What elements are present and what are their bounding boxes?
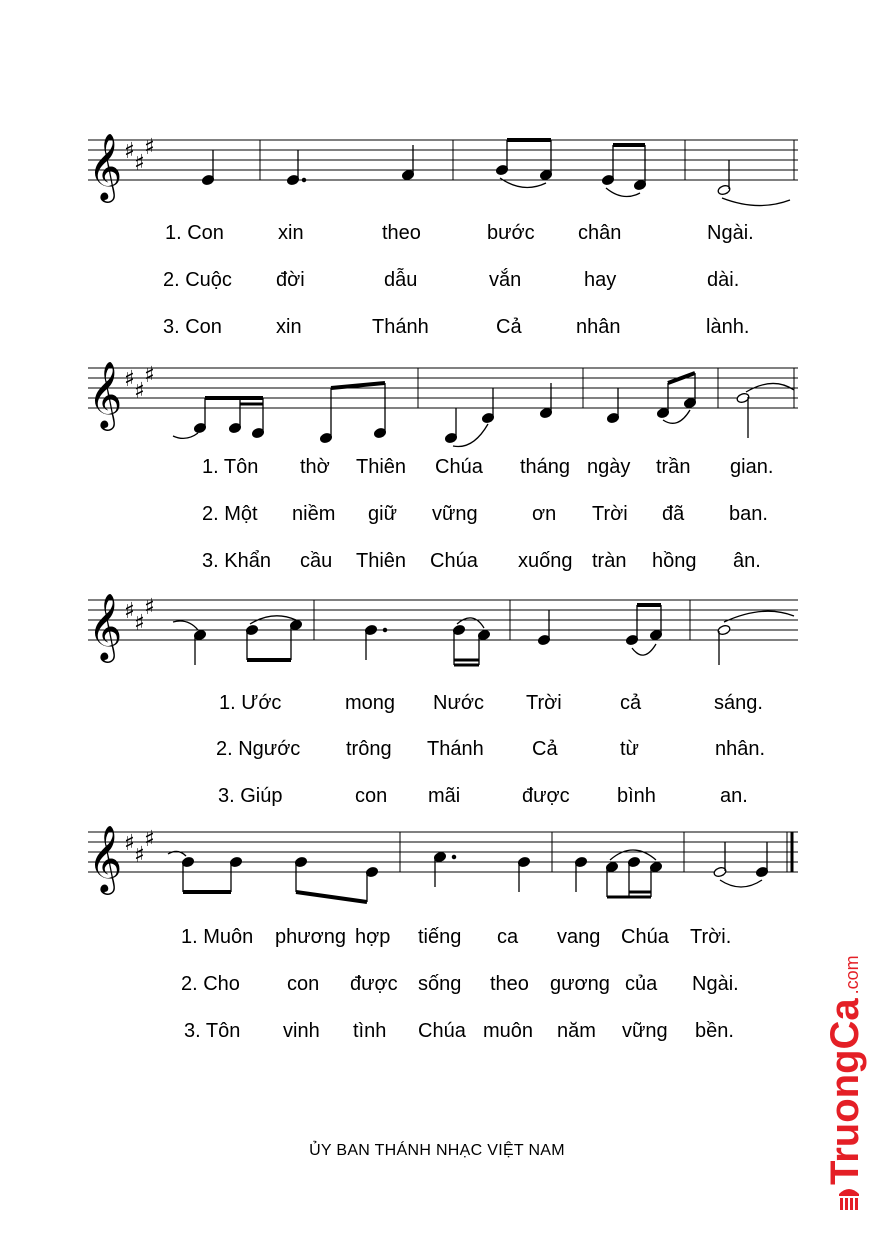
lyric-syllable: Nước <box>433 692 484 714</box>
lyric-syllable: mong <box>345 692 396 714</box>
lyric-syllable: mãi <box>428 785 461 807</box>
lyric-line <box>0 926 874 956</box>
svg-text:♯: ♯ <box>124 139 135 164</box>
lyric-syllable: Chúa <box>418 1020 466 1042</box>
svg-text:𝄞: 𝄞 <box>88 824 123 892</box>
lyric-syllable: bình <box>617 785 656 807</box>
lyric-line <box>0 316 874 346</box>
lyric-syllable: giữ <box>368 503 397 525</box>
lyric-syllable: ca <box>497 926 519 948</box>
lyric-syllable: nhân. <box>715 738 766 760</box>
lyric-syllable: hay <box>584 269 617 291</box>
lyric-syllable: đã <box>662 503 685 525</box>
lyric-syllable: xin <box>276 316 302 338</box>
lyric-line <box>0 550 874 580</box>
svg-text:♯: ♯ <box>124 367 135 392</box>
lyric-syllable: gian. <box>730 456 774 478</box>
lyric-syllable: vững <box>432 503 478 525</box>
lyric-syllable: tiếng <box>418 926 462 948</box>
lyric-syllable: phương <box>275 926 346 948</box>
lyric-syllable: lành. <box>706 316 750 338</box>
lyric-syllable: của <box>625 973 658 995</box>
lyric-line <box>0 456 874 486</box>
lyric-syllable: 3. Tôn <box>184 1020 241 1042</box>
staff-3-notation <box>88 590 798 670</box>
svg-text:♯: ♯ <box>134 611 145 636</box>
lyric-syllable: dẫu <box>384 269 418 291</box>
svg-text:♯: ♯ <box>124 599 135 624</box>
svg-text:𝄞: 𝄞 <box>88 132 123 200</box>
lyric-syllable: Thánh <box>427 738 484 760</box>
lyric-syllable: an. <box>720 785 748 807</box>
music-staff-system-2 <box>88 358 798 438</box>
lyric-syllable: sáng. <box>714 692 763 714</box>
lyric-syllable: hợp <box>355 926 391 948</box>
lyric-syllable: năm <box>557 1020 596 1042</box>
lyric-syllable: muôn <box>483 1020 534 1042</box>
staff-1-notation <box>88 120 798 200</box>
lyric-syllable: tràn <box>592 550 627 572</box>
lyric-syllable: gương <box>550 973 610 995</box>
lyric-syllable: 2. Cuộc <box>163 269 232 291</box>
svg-text:♯: ♯ <box>144 827 155 852</box>
lyric-syllable: hồng <box>652 550 697 572</box>
lyric-syllable: trông <box>346 738 392 760</box>
lyric-syllable: được <box>350 973 398 995</box>
lyric-syllable: ơn <box>532 503 557 525</box>
truongca-watermark <box>822 955 872 1220</box>
lyric-syllable: ngày <box>587 456 631 478</box>
lyric-syllable: Trời <box>526 692 562 714</box>
lyric-syllable: được <box>522 785 570 807</box>
lyric-line <box>0 222 874 252</box>
music-staff-system-3 <box>88 590 798 670</box>
lyric-syllable: Chúa <box>621 926 669 948</box>
lyric-syllable: đời <box>276 269 305 291</box>
lyric-line <box>0 738 874 768</box>
watermark-domain: .com <box>842 955 862 995</box>
lyric-syllable: sống <box>418 973 462 995</box>
staff-4-notation <box>88 822 798 902</box>
lyric-syllable: cầu <box>300 550 333 572</box>
lyric-syllable: vững <box>622 1020 668 1042</box>
svg-text:♯: ♯ <box>144 363 155 388</box>
lyric-line <box>0 1020 874 1050</box>
staff-2-notation <box>88 358 798 438</box>
lyric-syllable: Chúa <box>435 456 483 478</box>
lyric-syllable: Thiên <box>356 456 407 478</box>
lyric-syllable: 3. Con <box>163 316 222 338</box>
svg-text:♯: ♯ <box>134 843 145 868</box>
lyric-syllable: 2. Một <box>202 503 258 525</box>
svg-text:♯: ♯ <box>134 379 145 404</box>
lyric-syllable: tháng <box>520 456 571 478</box>
lyric-syllable: Chúa <box>430 550 478 572</box>
truongca-logo-icon <box>836 1182 862 1212</box>
lyric-syllable: theo <box>490 973 529 995</box>
lyric-syllable: bước <box>487 222 535 244</box>
lyric-syllable: con <box>287 973 320 995</box>
svg-text:♯: ♯ <box>134 151 145 176</box>
lyric-syllable: 1. Con <box>165 222 224 244</box>
lyric-syllable: Trời. <box>690 926 732 948</box>
lyric-syllable: 3. Khẩn <box>202 550 271 572</box>
lyric-line <box>0 503 874 533</box>
lyric-syllable: 1. Ước <box>219 692 282 714</box>
svg-text:♯: ♯ <box>124 831 135 856</box>
lyric-syllable: 1. Tôn <box>202 456 259 478</box>
svg-text:𝄞: 𝄞 <box>88 592 123 660</box>
music-staff-system-4 <box>88 822 798 902</box>
lyric-syllable: Cả <box>496 316 522 338</box>
lyric-syllable: xuống <box>518 550 573 572</box>
svg-text:♯: ♯ <box>144 595 155 620</box>
lyric-syllable: con <box>355 785 388 807</box>
lyric-syllable: trần <box>656 456 691 478</box>
svg-text:♯: ♯ <box>144 135 155 160</box>
lyric-syllable: thờ <box>300 456 330 478</box>
lyric-syllable: vang <box>557 926 601 948</box>
lyric-syllable: cả <box>620 692 642 714</box>
lyric-syllable: ban. <box>729 503 768 525</box>
lyric-syllable: 3. Giúp <box>218 785 283 807</box>
lyric-line <box>0 973 874 1003</box>
lyric-syllable: Thiên <box>356 550 407 572</box>
lyric-line <box>0 269 874 299</box>
lyric-syllable: ân. <box>733 550 761 572</box>
committee-footer: ỦY BAN THÁNH NHẠC VIỆT NAM <box>309 1142 565 1159</box>
lyric-syllable: vinh <box>283 1020 320 1042</box>
lyric-syllable: Cả <box>532 738 558 760</box>
music-staff-system-1 <box>88 120 798 200</box>
lyric-syllable: nhân <box>576 316 621 338</box>
lyric-syllable: 1. Muôn <box>181 926 254 948</box>
lyric-syllable: theo <box>382 222 421 244</box>
lyric-syllable: từ <box>620 738 639 760</box>
svg-text:𝄞: 𝄞 <box>88 360 123 428</box>
lyric-line <box>0 692 874 722</box>
watermark-brand: TruongCa <box>823 998 867 1185</box>
lyric-syllable: dài. <box>707 269 740 291</box>
lyric-syllable: Thánh <box>372 316 429 338</box>
lyric-syllable: xin <box>278 222 304 244</box>
lyric-syllable: 2. Cho <box>181 973 240 995</box>
lyric-syllable: tình <box>353 1020 387 1042</box>
lyric-syllable: Ngài. <box>692 973 739 995</box>
lyric-syllable: chân <box>578 222 622 244</box>
lyric-syllable: niềm <box>292 503 336 525</box>
lyric-line <box>0 785 874 815</box>
lyric-syllable: Ngài. <box>707 222 754 244</box>
lyric-syllable: vắn <box>489 269 522 291</box>
lyric-syllable: bền. <box>695 1020 734 1042</box>
lyric-syllable: Trời <box>592 503 628 525</box>
lyric-syllable: 2. Ngước <box>216 738 301 760</box>
